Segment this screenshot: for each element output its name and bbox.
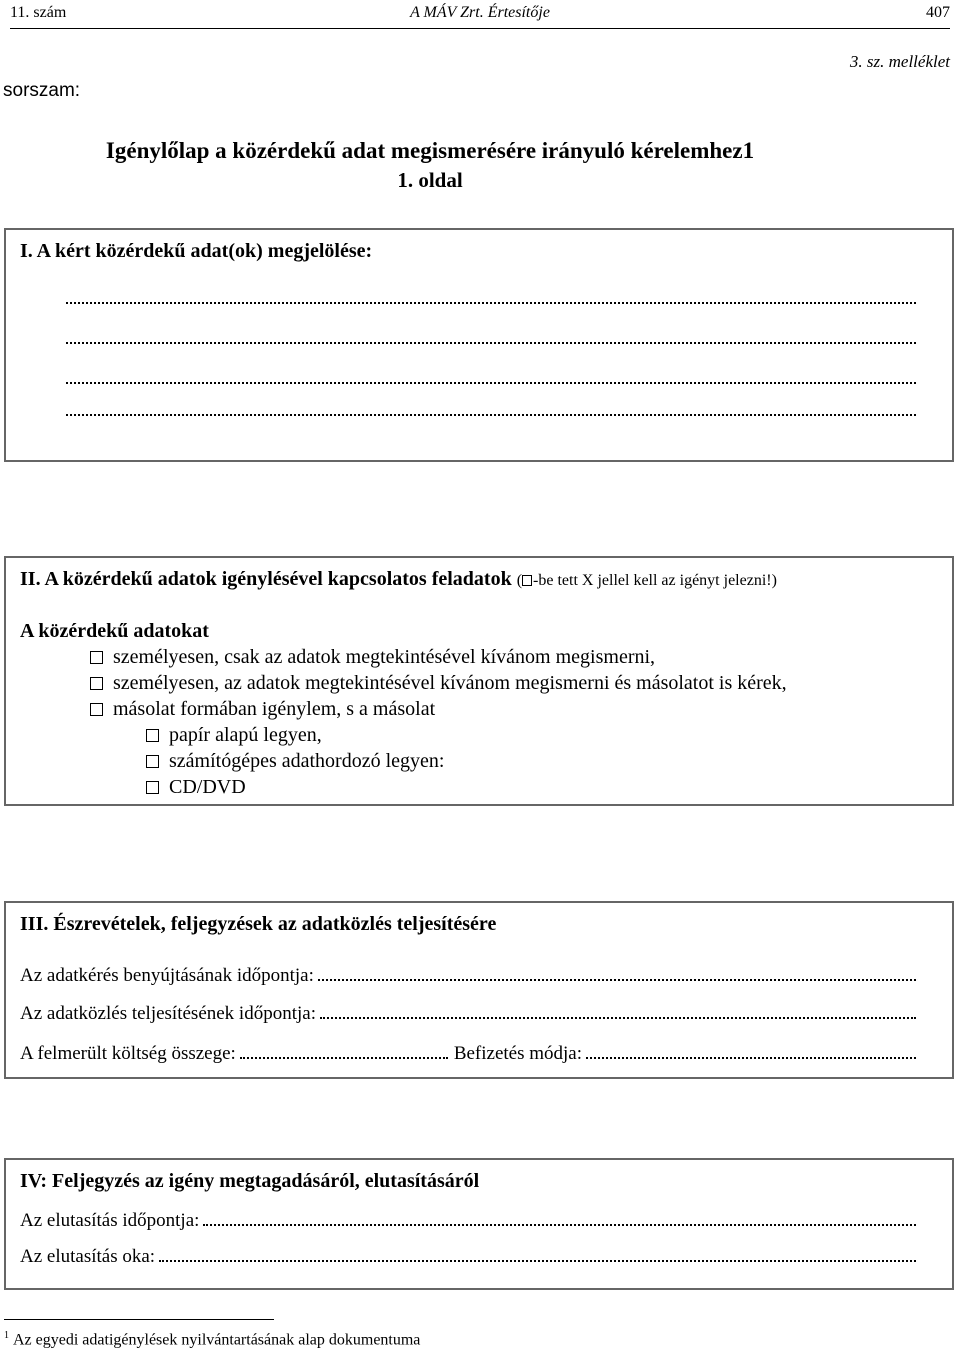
footnote-separator [4,1319,274,1320]
footnote [4,1330,420,1349]
section-requested-data [4,228,954,462]
section-heading: IV: Feljegyzés az igény megtagadásáról, elutasításáról [20,1170,480,1192]
option-personal-view: személyesen, csak az adatok megtekintésével kívánom megismerni, [90,646,655,669]
option-copy: másolat formában igénylem, s a másolat [90,698,435,721]
rejection-reason-field[interactable]: Az elutasítás oka: [20,1246,916,1268]
section-heading: III. Észrevételek, feljegyzések az adatközlés teljesítésére [20,913,497,935]
suboption-paper: papír alapú legyen, [146,724,322,747]
form-subtitle: 1. oldal [397,168,463,192]
option-personal-copy: személyesen, az adatok megtekintésével kívánom megismerni és másolatot is kérek, [90,672,787,695]
form-title: Igénylőlap a közérdekű adat megismerésére irányuló kérelemhez1 [105,138,755,163]
section-heading [20,568,777,591]
cost-and-payment-field[interactable]: A felmerült költség összege: Befizetés módja: [20,1043,916,1065]
suboption-digital: számítógépes adathordozó legyen: [146,750,444,773]
suboption-cd-dvd: CD/DVD [146,776,246,799]
journal-title: A MÁV Zrt. Értesítője [410,4,550,21]
checkbox-icon [522,575,532,586]
checkbox[interactable] [90,651,103,664]
section-note: ( -be tett X jellel kell az igényt jelezni!) [516,572,777,589]
section-remarks [4,901,954,1079]
section-lead: A közérdekű adatokat [20,620,209,642]
checkbox[interactable] [146,729,159,742]
issue-number: 11. szám [10,4,67,21]
section-rejection [4,1158,954,1290]
checkbox[interactable] [146,781,159,794]
footnote-text: Az egyedi adatigénylések nyilvántartásának alap dokumentuma [13,1331,421,1349]
checkbox[interactable] [90,677,103,690]
serial-number-label: sorszam: [3,80,81,101]
annex-label: 3. sz. melléklet [849,52,950,71]
checkbox[interactable] [90,703,103,716]
section-heading-text: II. A közérdekű adatok igénylésével kapcsolatos feladatok [20,568,512,590]
section-tasks [4,556,954,806]
fulfillment-date-field[interactable]: Az adatközlés teljesítésének időpontja: [20,1003,916,1025]
rejection-date-field[interactable]: Az elutasítás időpontja: [20,1210,916,1232]
checkbox[interactable] [146,755,159,768]
footnote-mark: 1 [4,1330,9,1341]
section-heading: I. A kért közérdekű adat(ok) megjelölése: [20,240,373,262]
dotted-line[interactable] [66,380,916,384]
request-date-field[interactable]: Az adatkérés benyújtásának időpontja: [20,965,916,987]
page-header [10,0,950,29]
page-number: 407 [926,4,950,21]
dotted-line[interactable] [66,300,916,304]
dotted-line[interactable] [66,340,916,344]
dotted-line[interactable] [66,412,916,416]
